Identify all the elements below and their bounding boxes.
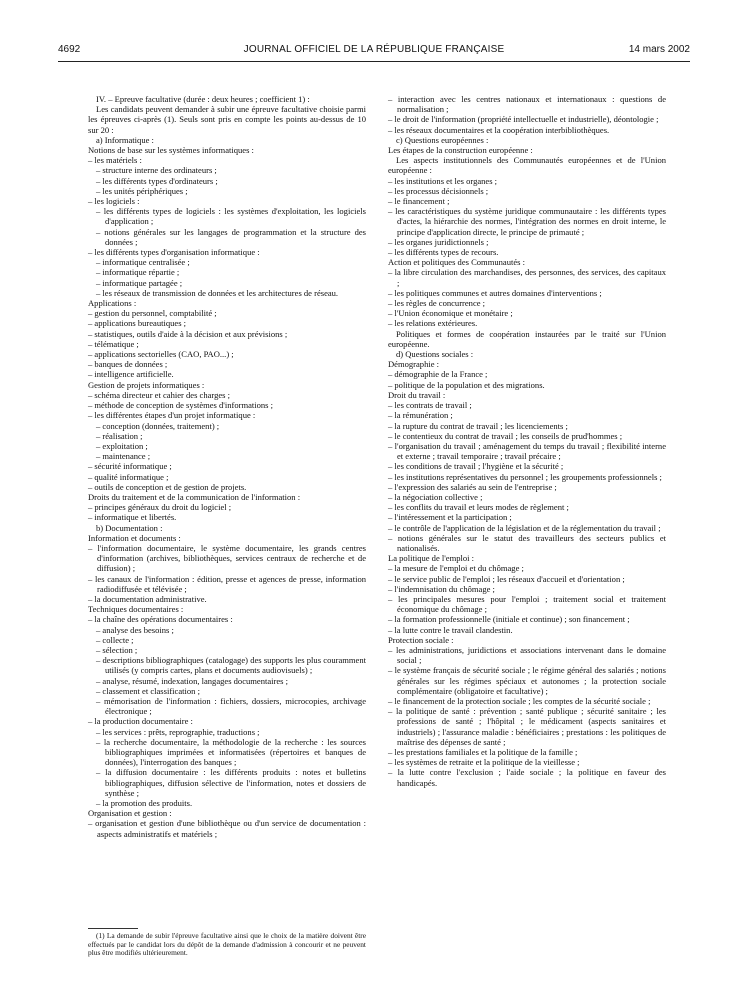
list-item: – informatique centralisée ; bbox=[96, 257, 190, 268]
list-item: – organisation et gestion d'une bibliothèque ou d'un service de documentation : aspects administratifs et matériels ; bbox=[88, 818, 366, 839]
footnote: (1) La demande de subir l'épreuve facultative ainsi que le choix de la matière doivent être effectués par le candidat lors du dépôt de la demande d'admission à concourir et ne peuvent plus être modifiés ultérieurement. bbox=[88, 931, 366, 958]
list-item: – la mesure de l'emploi et du chômage ; bbox=[388, 563, 524, 574]
list-item: – structure interne des ordinateurs ; bbox=[96, 165, 217, 176]
list-item: – classement et classification ; bbox=[96, 685, 200, 696]
text-paragraph: Techniques documentaires : bbox=[88, 604, 184, 615]
right-column bbox=[388, 94, 666, 788]
list-item: – la rupture du contrat de travail ; les licenciements ; bbox=[388, 420, 568, 431]
list-item: – les administrations, juridictions et associations intervenant dans le domaine social ; bbox=[388, 644, 666, 666]
list-item: – le droit de l'information (propriété intellectuelle et industrielle), déontologie ; bbox=[388, 114, 659, 125]
list-item: – notions générales sur les langages de programmation et la structure des données ; bbox=[96, 226, 366, 247]
text-paragraph: Protection sociale : bbox=[388, 634, 454, 645]
list-item: – la diffusion documentaire : les différents produits : notes et bulletins bibliographiques, diffusion sélective de l'information, notes et dossiers de synthèse ; bbox=[96, 767, 366, 798]
list-item: – les caractéristiques du système juridique communautaire : les différents types d'actes, la hiérarchie des normes, l'intégration des normes en droit interne, le principe d'application directe, le principe de primauté ; bbox=[388, 206, 666, 237]
list-item: – les relations extérieures. bbox=[388, 318, 478, 329]
list-item: – informatique et libertés. bbox=[88, 512, 177, 523]
list-item: – les différents types d'organisation informatique : bbox=[88, 247, 260, 258]
journal-title: JOURNAL OFFICIEL DE LA RÉPUBLIQUE FRANÇAISE bbox=[243, 44, 505, 55]
list-item: – analyse, résumé, indexation, langages documentaires ; bbox=[96, 675, 289, 686]
footnote-rule bbox=[88, 928, 138, 929]
header-rule bbox=[58, 61, 690, 62]
list-item: – les principales mesures pour l'emploi ; traitement social et traitement économique du chômage ; bbox=[388, 593, 666, 615]
text-paragraph: d) Questions sociales : bbox=[396, 349, 474, 360]
text-paragraph: Politiques et formes de coopération instaurées par le traité sur l'Union européenne. bbox=[388, 328, 666, 349]
list-item: – les réseaux documentaires et la coopération interbibliothèques. bbox=[388, 124, 610, 135]
list-item: – qualité informatique ; bbox=[88, 471, 169, 482]
list-item: – les conflits du travail et leurs modes de règlement ; bbox=[388, 502, 569, 513]
text-paragraph: IV. – Epreuve facultative (durée : deux heures ; coefficient 1) : bbox=[96, 94, 310, 104]
list-item: – le service public de l'emploi ; les réseaux d'accueil et d'orientation ; bbox=[388, 573, 625, 584]
text-paragraph: Gestion de projets informatiques : bbox=[88, 379, 205, 390]
text-paragraph: Les candidats peuvent demander à subir une épreuve facultative choisie parmi les épreuves ci-après (1). Seuls sont pris en compte les points au-dessus de 10 sur 20 : bbox=[88, 104, 366, 135]
text-paragraph: Les aspects institutionnels des Communautés européennes et de l'Union européenne : bbox=[388, 155, 666, 176]
text-paragraph: Information et documents : bbox=[88, 532, 181, 543]
list-item: – descriptions bibliographiques (catalogage) des supports les plus couramment utilisés (y compris cartes, plans et documents audiovisuels) ; bbox=[96, 655, 366, 676]
list-item: – gestion du personnel, comptabilité ; bbox=[88, 308, 217, 319]
list-item: – schéma directeur et cahier des charges ; bbox=[88, 389, 230, 400]
list-item: – sélection ; bbox=[96, 644, 138, 655]
list-item: – les contrats de travail ; bbox=[388, 400, 472, 411]
list-item: – mémorisation de l'information : fichiers, dossiers, microcopies, archivage électronique ; bbox=[96, 695, 366, 717]
list-item: – la recherche documentaire, la méthodologie de la recherche : les sources bibliographiques imprimées et informatisées (répertoires et banques de données), l'interrogation des banques ; bbox=[96, 736, 366, 768]
text-paragraph: b) Documentation : bbox=[96, 522, 163, 533]
list-item: – l'intéressement et la participation ; bbox=[388, 512, 512, 523]
list-item: – politique de la population et des migrations. bbox=[388, 379, 545, 390]
list-item: – les politiques communes et autres domaines d'interventions ; bbox=[388, 287, 602, 298]
list-item: – le système français de sécurité sociale ; le régime général des salariés ; notions générales sur les régimes spéciaux et autonomes ; la protection sociale complémentaire (obligatoire et facultative) ; bbox=[388, 665, 666, 696]
text-paragraph: Les étapes de la construction européenne : bbox=[388, 145, 533, 156]
list-item: – la documentation administrative. bbox=[88, 593, 207, 604]
list-item: – statistiques, outils d'aide à la décision et aux prévisions ; bbox=[88, 328, 288, 339]
list-item: – intelligence artificielle. bbox=[88, 369, 174, 380]
list-item: – banques de données ; bbox=[88, 359, 168, 370]
page-number: 4692 bbox=[58, 44, 81, 55]
list-item: – la promotion des produits. bbox=[96, 798, 193, 809]
list-item: – l'Union économique et monétaire ; bbox=[388, 308, 513, 319]
list-item: – notions générales sur le statut des travailleurs des secteurs publics et nationalisés. bbox=[388, 532, 666, 553]
list-item: – la libre circulation des marchandises, des personnes, des services, des capitaux ; bbox=[388, 267, 666, 288]
text-paragraph: Organisation et gestion : bbox=[88, 808, 172, 819]
left-column bbox=[88, 94, 366, 839]
list-item: – la production documentaire : bbox=[88, 716, 193, 727]
list-item: – méthode de conception de systèmes d'informations ; bbox=[88, 400, 274, 411]
list-item: – interaction avec les centres nationaux et internationaux : questions de normalisation ; bbox=[388, 94, 666, 115]
list-item: – les processus décisionnels ; bbox=[388, 185, 489, 196]
list-item: – télématique ; bbox=[88, 338, 139, 349]
list-item: – les institutions représentatives du personnel ; les groupements professionnels ; bbox=[388, 471, 662, 482]
list-item: – exploitation ; bbox=[96, 440, 148, 451]
list-item: – collecte ; bbox=[96, 634, 134, 645]
list-item: – les prestations familiales et la politique de la famille ; bbox=[388, 747, 578, 757]
list-item: – les canaux de l'information : édition, presse et agences de presse, information radiodiffusée et télévisée ; bbox=[88, 573, 366, 594]
list-item: – maintenance ; bbox=[96, 451, 151, 462]
list-item: – les différents types d'ordinateurs ; bbox=[96, 175, 218, 186]
list-item: – les systèmes de retraite et la politique de la vieillesse ; bbox=[388, 757, 580, 768]
list-item: – l'organisation du travail ; aménagement du temps du travail ; flexibilité interne et externe ; travail temporaire ; travail précaire ; bbox=[388, 440, 666, 462]
list-item: – outils de conception et de gestion de projets. bbox=[88, 481, 247, 492]
list-item: – informatique répartie ; bbox=[96, 267, 180, 278]
list-item: – la négociation collective ; bbox=[388, 491, 483, 502]
list-item: – la chaîne des opérations documentaires : bbox=[88, 614, 233, 625]
text-paragraph: La politique de l'emploi : bbox=[388, 553, 475, 564]
list-item: – les différents types de recours. bbox=[388, 247, 499, 258]
list-item: – la lutte contre l'exclusion ; l'aide sociale ; la politique en faveur des handicapés. bbox=[388, 767, 666, 788]
text-paragraph: c) Questions européennes : bbox=[396, 134, 489, 145]
list-item: – principes généraux du droit du logiciel ; bbox=[88, 502, 232, 513]
list-item: – la formation professionnelle (initiale et continue) ; son financement ; bbox=[388, 614, 630, 625]
page-header bbox=[58, 44, 690, 60]
list-item: – applications sectorielles (CAO, PAO...) ; bbox=[88, 349, 234, 360]
list-item: – la lutte contre le travail clandestin. bbox=[388, 624, 513, 635]
list-item: – les organes juridictionnels ; bbox=[388, 236, 489, 247]
list-item: – le financement de la protection sociale ; les comptes de la sécurité sociale ; bbox=[388, 695, 651, 706]
list-item: – sécurité informatique ; bbox=[88, 461, 172, 472]
list-item: – applications bureautiques ; bbox=[88, 318, 187, 329]
list-item: – réalisation ; bbox=[96, 430, 143, 441]
list-item: – les conditions de travail ; l'hygiène et la sécurité ; bbox=[388, 461, 564, 472]
list-item: – démographie de la France ; bbox=[388, 369, 488, 380]
list-item: – les matériels : bbox=[88, 155, 142, 166]
list-item: – les unités périphériques ; bbox=[96, 185, 188, 196]
text-paragraph: Droit du travail : bbox=[388, 389, 446, 400]
list-item: – l'indemnisation du chômage ; bbox=[388, 583, 495, 594]
list-item: – le contrôle de l'application de la législation et de la réglementation du travail ; bbox=[388, 522, 661, 533]
list-item: – le contentieux du contrat de travail ; les conseils de prud'hommes ; bbox=[388, 430, 623, 441]
list-item: – la politique de santé : prévention ; santé publique ; sécurité sanitaire ; les professions de santé ; l'hôpital ; le médicament (aspects sanitaires et industriels) ; l'assurance maladie : bénéficiaires ; prestations : les politiques de maîtrise des dépenses de santé ; bbox=[388, 706, 666, 747]
list-item: – conception (données, traitement) ; bbox=[96, 420, 220, 431]
list-item: – le financement ; bbox=[388, 196, 450, 207]
list-item: – les réseaux de transmission de données et les architectures de réseau. bbox=[96, 287, 339, 298]
text-paragraph: Démographie : bbox=[388, 359, 440, 370]
list-item: – les services : prêts, reprographie, traductions ; bbox=[96, 726, 260, 737]
list-item: – les règles de concurrence ; bbox=[388, 298, 486, 309]
list-item: – les différentes étapes d'un projet informatique : bbox=[88, 410, 256, 421]
publication-date: 14 mars 2002 bbox=[628, 44, 690, 55]
text-paragraph: Droits du traitement et de la communication de l'information : bbox=[88, 491, 301, 502]
text-paragraph: Action et politiques des Communautés : bbox=[388, 257, 525, 268]
list-item: – les institutions et les organes ; bbox=[388, 175, 498, 186]
list-item: – l'expression des salariés au sein de l'entreprise ; bbox=[388, 481, 557, 492]
list-item: – l'information documentaire, le système documentaire, les grands centres d'information (archives, bibliothèques, services centraux de recherche et de diffusion) ; bbox=[88, 542, 366, 574]
text-paragraph: a) Informatique : bbox=[96, 134, 154, 145]
text-paragraph: Applications : bbox=[88, 298, 137, 309]
list-item: – informatique partagée ; bbox=[96, 277, 183, 288]
text-paragraph: Notions de base sur les systèmes informatiques : bbox=[88, 145, 254, 156]
list-item: – la rémunération ; bbox=[388, 410, 453, 421]
list-item: – les logiciels : bbox=[88, 196, 140, 207]
list-item: – analyse des besoins ; bbox=[96, 624, 174, 635]
list-item: – les différents types de logiciels : les systèmes d'exploitation, les logiciels d'application ; bbox=[96, 206, 366, 227]
